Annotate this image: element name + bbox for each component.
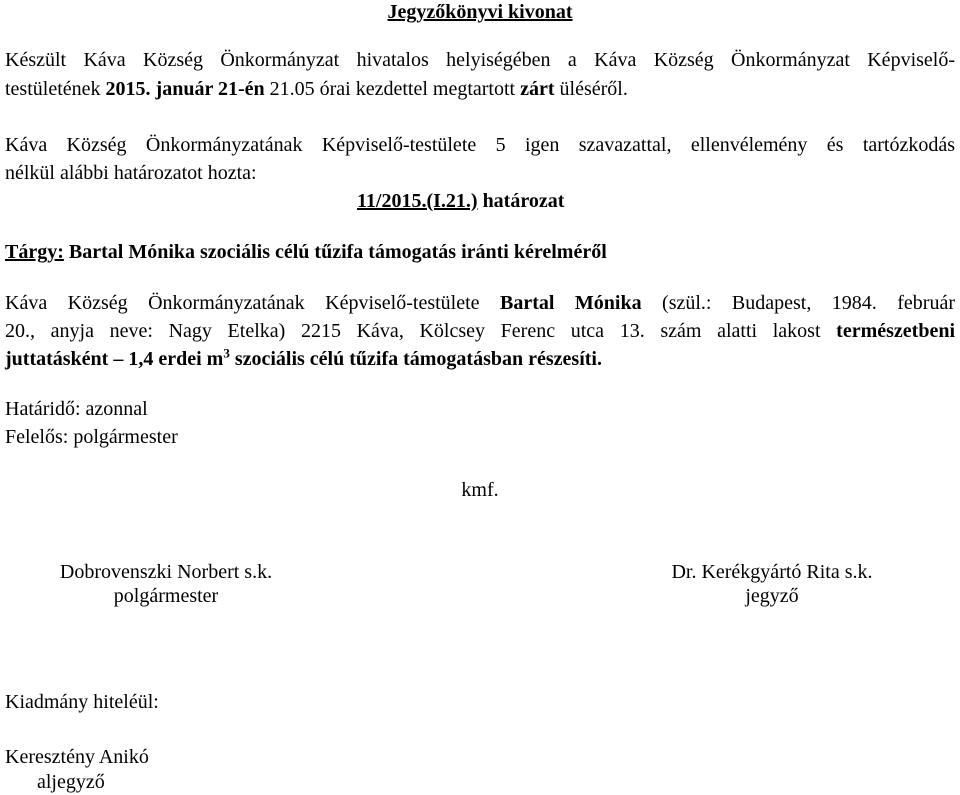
vote-line-1 bbox=[5, 133, 955, 157]
signature-mayor bbox=[36, 560, 296, 608]
copy-label: Kiadmány hiteléül: bbox=[5, 691, 159, 713]
signature-notary-role: jegyző bbox=[745, 585, 799, 607]
subject-label: Tárgy: bbox=[5, 241, 64, 263]
copy-role: aljegyző bbox=[37, 771, 105, 793]
vote-text-1: Káva Község Önkormányzatának Képviselő-testülete 5 igen szavazattal, ellenvélemény és tartózkodás bbox=[5, 134, 955, 156]
kmf-label: kmf. bbox=[461, 479, 499, 501]
resolution-number: 11/2015.(I.21.) bbox=[357, 190, 478, 212]
resolution-heading bbox=[357, 189, 564, 213]
subject-line bbox=[5, 240, 607, 264]
body-line-3 bbox=[5, 347, 602, 371]
intro-text-2b: 21.05 órai kezdettel megtartott bbox=[264, 78, 521, 100]
intro-line-2 bbox=[5, 77, 628, 101]
signature-mayor-name: Dobrovenszki Norbert s.k. bbox=[59, 561, 273, 583]
body-line-1 bbox=[5, 291, 955, 315]
intro-text-1: Készült Káva Község Önkormányzat hivatalos helyiségében a Káva Község Önkormányzat Képviselő- bbox=[5, 49, 955, 71]
signature-notary bbox=[642, 560, 902, 608]
body-text-1a: Káva Község Önkormányzatának Képviselő-testülete bbox=[5, 292, 500, 314]
intro-line-1 bbox=[5, 48, 955, 72]
body-text-2a: 20., anyja neve: Nagy Etelka) 2215 Káva, Kölcsey Ferenc utca 13. szám alatti lakost bbox=[5, 320, 837, 342]
copy-name: Keresztény Anikó bbox=[5, 746, 149, 768]
body-text-2b: természetbeni bbox=[836, 320, 955, 342]
intro-text-2a: testületének bbox=[5, 78, 106, 100]
body-text-3-sup: 3 bbox=[223, 345, 230, 361]
body-person-name: Bartal Mónika bbox=[500, 292, 642, 314]
intro-closed: zárt bbox=[520, 78, 555, 100]
subject-text: Bartal Mónika szociális célú tűzifa támogatás iránti kérelméről bbox=[63, 241, 607, 263]
vote-line-2 bbox=[5, 161, 257, 185]
body-text-1b: (szül.: Budapest, 1984. február bbox=[641, 292, 955, 314]
vote-text-2: nélkül alábbi határozatot hozta: bbox=[5, 162, 257, 184]
body-text-3b: szociális célú tűzifa támogatásban részesíti. bbox=[229, 348, 602, 370]
signature-mayor-role: polgármester bbox=[113, 585, 219, 607]
document-title-text: Jegyzőkönyvi kivonat bbox=[387, 1, 573, 23]
signature-notary-name: Dr. Kerékgyártó Rita s.k. bbox=[671, 561, 873, 583]
intro-date: 2015. január 21-én bbox=[105, 78, 265, 100]
body-line-2 bbox=[5, 319, 955, 343]
body-text-3a: juttatásként – 1,4 erdei m bbox=[5, 348, 224, 370]
resolution-word: határozat bbox=[477, 190, 565, 212]
responsible: Felelős: polgármester bbox=[5, 426, 178, 448]
document-title bbox=[0, 0, 960, 24]
intro-text-2c: üléséről. bbox=[554, 78, 628, 100]
deadline: Határidő: azonnal bbox=[5, 398, 148, 420]
